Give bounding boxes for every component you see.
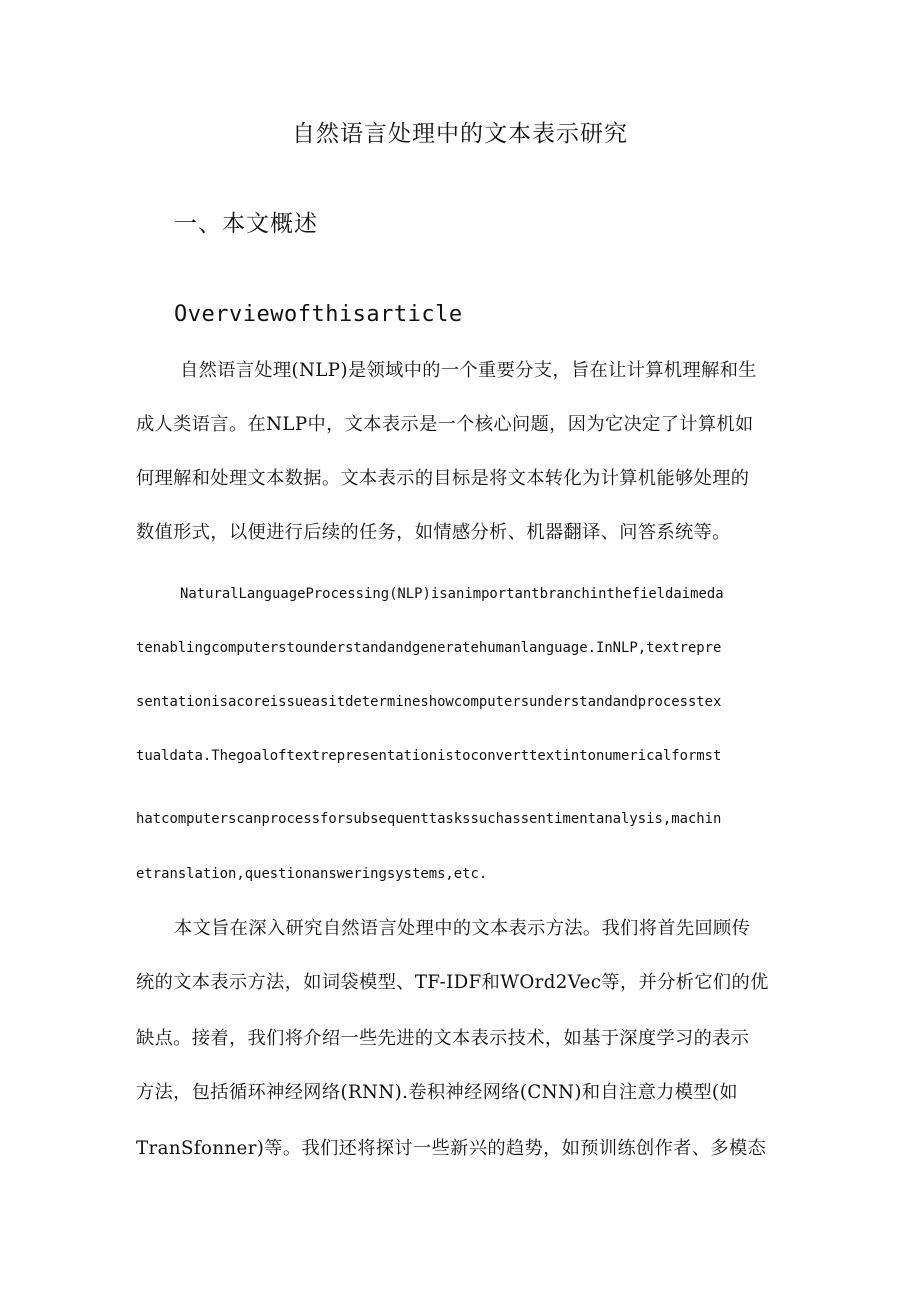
paragraph-zh-2-line: 统的文本表示方法，如词袋模型、TF-IDF和WOrd2Vec等，并分析它们的优 [136, 972, 769, 993]
paragraph-zh-1-line: 成人类语言。在NLP中，文本表示是一个核心问题，因为它决定了计算机如 [136, 414, 754, 435]
paragraph-en-line: tenablingcomputerstounderstandandgeneratehumanlanguage.InNLP,textrepre [136, 640, 722, 656]
paragraph-zh-2-line: 方法，包括循环神经网络(RNN).卷积神经网络(CNN)和自注意力模型(如 [136, 1082, 739, 1103]
paragraph-en-line: sentationisacoreissueasitdetermineshowcomputersunderstandandprocesstex [136, 694, 722, 710]
paragraph-zh-1-line: 自然语言处理(NLP)是领域中的一个重要分支，旨在让计算机理解和生 [180, 360, 757, 381]
paragraph-en-line: NaturalLanguageProcessing(NLP)isanimportantbranchinthefieldaimeda [180, 586, 724, 602]
document-title: 自然语言处理中的文本表示研究 [292, 121, 628, 147]
paragraph-en-line: hatcomputerscanprocessforsubsequenttaskssuchassentimentanalysis,machin [136, 811, 722, 827]
paragraph-zh-1-line: 数值形式，以便进行后续的任务，如情感分析、机器翻译、问答系统等。 [136, 522, 731, 543]
section-heading: 一、本文概述 [174, 211, 318, 237]
paragraph-zh-1-line: 何理解和处理文本数据。文本表示的目标是将文本转化为计算机能够处理的 [136, 468, 750, 489]
paragraph-zh-2-line: 本文旨在深入研究自然语言处理中的文本表示方法。我们将首先回顾传 [174, 918, 751, 939]
paragraph-en-line: tualdata.Thegoaloftextrepresentationistoconverttextintonumericalformst [136, 748, 722, 764]
paragraph-zh-2-line: TranSfonner)等。我们还将探讨一些新兴的趋势，如预训练创作者、多模态 [136, 1138, 767, 1159]
overview-heading: Overviewofthisarticle [174, 302, 463, 327]
paragraph-zh-2-line: 缺点。接着，我们将介绍一些先进的文本表示技术，如基于深度学习的表示 [136, 1028, 750, 1049]
paragraph-en-line: etranslation,questionansweringsystems,etc. [136, 866, 488, 882]
